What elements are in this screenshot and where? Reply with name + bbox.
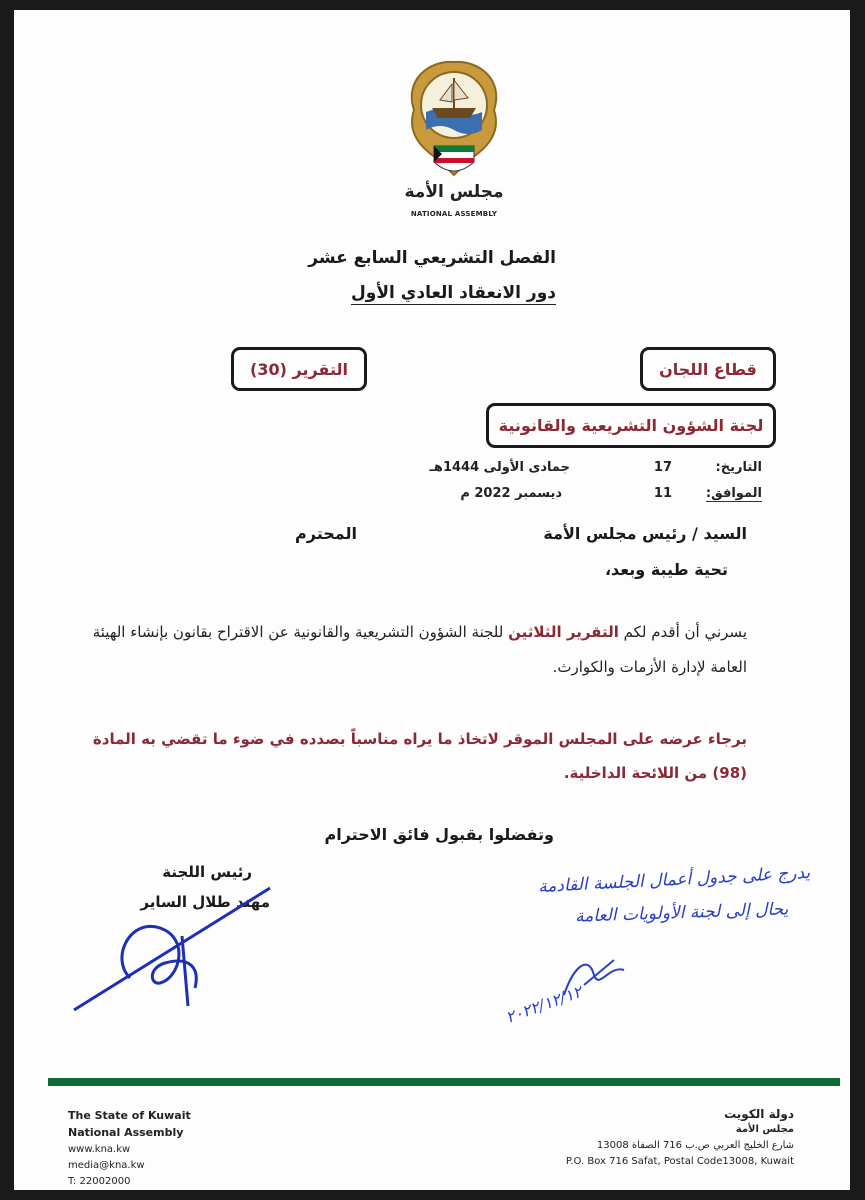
kuwait-national-assembly-emblem [394, 50, 514, 190]
corresponding-day: 11 [653, 486, 672, 501]
footer-state-en: The State of Kuwait [68, 1109, 191, 1122]
signature-mark [70, 878, 290, 1018]
legislative-term: الفصل التشريعي السابع عشر [308, 248, 556, 268]
footer-state-ar: دولة الكويت [724, 1107, 794, 1121]
date-day: 17 [653, 460, 672, 475]
footer-website: www.kna.kw [68, 1144, 131, 1155]
greeting: تحية طيبة وبعد، [604, 560, 728, 579]
footer-contact-english [68, 1108, 191, 1190]
session-title: دور الانعقاد العادي الأول [351, 283, 556, 303]
para1-rest: للجنة الشؤون التشريعية والقانونية عن الاقتراح بقانون بإنشاء الهيئة العامة لإدارة الأزمات والكوارث. [92, 623, 747, 676]
body-paragraph-1 [67, 615, 747, 685]
para1-start: يسرني أن أقدم لكم [623, 623, 747, 641]
body-paragraph-2: برجاء عرضه على المجلس الموقر لاتخاذ ما يراه مناسباً بصدده في ضوء ما تقضي به المادة (98) من اللائحة الداخلية. [92, 730, 747, 782]
annotation-line-2: يحال إلى لجنة الأولويات العامة [574, 899, 789, 927]
addressee: السيد / رئيس مجلس الأمة [543, 524, 747, 543]
footer-phone: T: 22002000 [68, 1176, 131, 1187]
honorific: المحترم [295, 524, 357, 543]
corresponding-value: ديسمبر 2022 م [460, 486, 562, 501]
footer-assembly-ar: مجلس الأمة [735, 1124, 794, 1135]
corresponding-label: الموافق: [705, 486, 762, 501]
footer-address-ar: شارع الخليج العربي ص.ب 716 الصفاة 13008 [596, 1140, 794, 1151]
annotation-line-1: يدرج على جدول أعمال الجلسة القادمة [537, 862, 811, 898]
signatory-name: مهند طلال الساير [140, 893, 270, 911]
footer-divider [48, 1078, 840, 1086]
sector-box: قطاع اللجان [640, 347, 776, 391]
report-number-box: التقرير (30) [231, 347, 367, 391]
letter-page [14, 10, 850, 1190]
closing-line: وتفضلوا بقبول فائق الاحترام [324, 825, 554, 844]
footer-email: media@kna.kw [68, 1160, 145, 1171]
annotation-date: ٢٠٢٢/١٢/١٢ [503, 981, 585, 1028]
footer-assembly-en: National Assembly [68, 1126, 184, 1139]
footer-address-en: P.O. Box 716 Safat, Postal Code13008, Kuwait [565, 1156, 794, 1167]
date-label: التاريخ: [715, 460, 762, 475]
signature-title: رئيس اللجنة [162, 863, 252, 881]
committee-box: لجنة الشؤون التشريعية والقانونية [486, 403, 776, 448]
footer-contact-arabic [566, 1106, 794, 1170]
assembly-name-english: NATIONAL ASSEMBLY [410, 210, 498, 218]
assembly-name-arabic: مجلس الأمة [404, 182, 504, 202]
date-value: جمادى الأولى 1444هـ [429, 460, 570, 475]
para1-highlight: التقرير الثلاثين [508, 623, 619, 641]
